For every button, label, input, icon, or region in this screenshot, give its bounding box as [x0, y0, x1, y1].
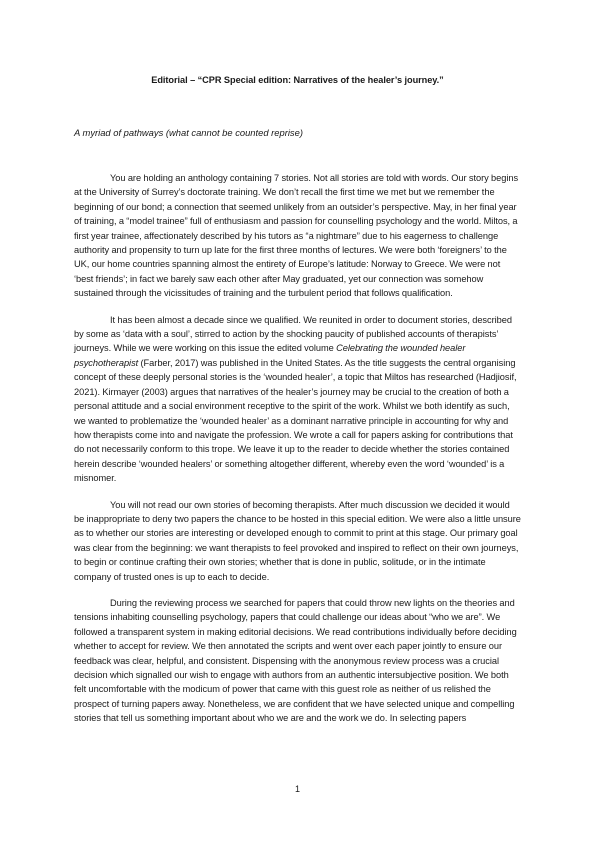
paragraph-text: You are holding an anthology containing 7 stories. Not all stories are told with words. Our story begins at the University of Surrey’s doctorate training. We don’t recall the first time we met but we remember the beginning of our bond; a connection that seemed unlikely from an outsider’s perspective. May, in her final year of training, a “model trainee” full of enthusiasm and passion for counselling psychology and the world. Miltos, a first year trainee, affectionately described by his tutors as “a nightmare” due to his eagerness to challenge authority and propensity to turn up late for the first three months of lectures. We were both ‘foreigners’ to the UK, our home countries spanning almost the entirety of Europe’s latitude: Norway to Greece. We were not ‘best friends’; in fact we barely saw each other after May graduated, yet our connection was somehow sustained through the vicissitudes of training and the turbulent period that follows qualification.: [74, 173, 519, 299]
paragraph-text: (Farber, 2017) was published in the United States. As the title suggests the central organising concept of these deeply personal stories is the ‘wounded healer’, a topic that Miltos has researched (Hadjiosif, 2021). Kirmayer (2003) argues that narratives of the healer’s journey may be crucial to the creation of both a personal attitude and a social environment receptive to the spirit of the work. Whilst we both identify as such, we wanted to problematize the ‘wounded healer’ as a dominant narrative principle in accounting for why and how therapists come into and navigate the profession. We wrote a call for papers asking for contributions that do not necessarily conform to this trope. We leave it up to the reader to decide whether the stories contained herein describe ‘wounded healers’ or something altogether different, whereby even the word ‘wounded’ is a misnomer.: [74, 357, 517, 484]
body-paragraph: [74, 313, 521, 486]
paragraph-text: You will not read our own stories of becoming therapists. After much discussion we decided it would be inappropriate to deny two papers the chance to be hosted in this special edition. We were also a little unsure as to whether our stories are interesting or developed enough to commit to print at this stage. Our primary goal was clear from the beginning: we want therapists to feel provoked and inspired to reflect on their own journeys, to begin or continue crafting their own stories; whether that is done in public, solitude, or in the intimate company of trusted ones is up to each to decide.: [74, 499, 521, 582]
document-title: Editorial – “CPR Special edition: Narratives of the healer’s journey.”: [151, 75, 444, 85]
paragraph-text: It has been almost a decade since we qualified. We reunited in order to document stories, described by some as ‘data with a soul’, stirred to action by the shocking paucity of published accounts of therapists’ journeys. While we were working on this issue the edited volume: [74, 314, 512, 354]
document-subtitle: A myriad of pathways (what cannot be counted reprise): [74, 127, 303, 138]
body-paragraph: [74, 171, 521, 301]
page-number: 1: [294, 784, 300, 794]
book-title: Celebrating the wounded healer psychotherapist: [74, 343, 466, 368]
document-body: [74, 171, 521, 726]
body-paragraph: [74, 596, 521, 726]
paragraph-text: During the reviewing process we searched for papers that could throw new lights on the theories and tensions inhabiting counselling psychology, papers that could challenge our ideas about “who we are”. We followed a transparent system in making editorial decisions. We read contributions individually before deciding whether to accept for review. We then annotated the scripts and went over each paper jointly to ensure our feedback was clear, helpful, and consistent. Dispensing with the anonymous review process was a crucial decision which signalled our wish to engage with authors from an authentic intersubjective position. We both felt uncomfortable with the modicum of power that came with this guest role as neither of us relished the prospect of turning papers away. Nonetheless, we are confident that we have selected unique and compelling stories that tell us something important about who we are and the work we do. In selecting papers: [74, 597, 517, 724]
body-paragraph: [74, 498, 521, 584]
